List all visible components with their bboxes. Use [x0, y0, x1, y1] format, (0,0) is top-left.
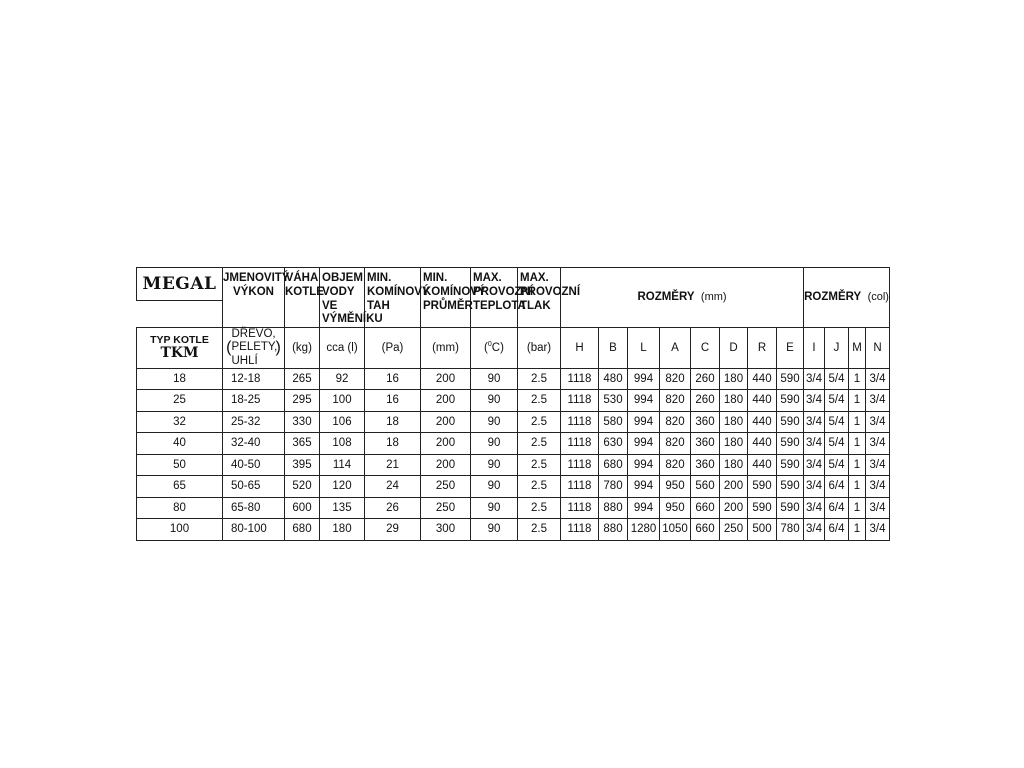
table-row: [137, 476, 890, 498]
col-draft-title: MIN. KOMÍNOVÝ TAH: [365, 268, 421, 328]
cell-draft: 29: [365, 519, 421, 541]
table-row: [137, 411, 890, 433]
col-weight-unit: (kg): [285, 328, 320, 369]
cell-l: 994: [628, 390, 660, 412]
cell-typ: 80: [137, 497, 223, 519]
cell-d: 250: [720, 519, 748, 541]
cell-h: 1118: [561, 368, 599, 390]
cell-d: 180: [720, 433, 748, 455]
cell-power: 65-80: [223, 497, 285, 519]
cell-volume: 180: [320, 519, 365, 541]
cell-temp: 90: [471, 411, 518, 433]
cell-typ: 100: [137, 519, 223, 541]
table-row: [137, 390, 890, 412]
col-temp-title: MAX. PROVOZNÍ TEPLOTA: [471, 268, 518, 328]
cell-pressure: 2.5: [518, 476, 561, 498]
col-weight-title: VÁHA KOTLE: [285, 268, 320, 328]
cell-weight: 295: [285, 390, 320, 412]
cell-temp: 90: [471, 454, 518, 476]
cell-pressure: 2.5: [518, 390, 561, 412]
cell-j: 5/4: [825, 411, 849, 433]
cell-b: 580: [599, 411, 628, 433]
cell-typ: 25: [137, 390, 223, 412]
cell-d: 180: [720, 454, 748, 476]
cell-h: 1118: [561, 476, 599, 498]
cell-j: 5/4: [825, 368, 849, 390]
cell-typ: 40: [137, 433, 223, 455]
cell-h: 1118: [561, 454, 599, 476]
cell-a: 820: [660, 411, 691, 433]
cell-chimney: 200: [421, 433, 471, 455]
cell-j: 6/4: [825, 476, 849, 498]
conn-letter-n: N: [866, 328, 890, 369]
cell-power: 32-40: [223, 433, 285, 455]
cell-c: 560: [691, 476, 720, 498]
table-row: [137, 497, 890, 519]
cell-d: 200: [720, 476, 748, 498]
cell-m: 1: [849, 390, 866, 412]
cell-volume: 100: [320, 390, 365, 412]
cell-c: 260: [691, 390, 720, 412]
cell-c: 260: [691, 368, 720, 390]
col-power-unit-cell: (DŘEVO, PELETY, UHLÍ): [223, 328, 285, 369]
dim-letter-c: C: [691, 328, 720, 369]
cell-pressure: 2.5: [518, 411, 561, 433]
col-volume-unit: cca (l): [320, 328, 365, 369]
cell-l: 994: [628, 411, 660, 433]
cell-i: 3/4: [804, 476, 825, 498]
cell-temp: 90: [471, 476, 518, 498]
table-row: [137, 433, 890, 455]
dims-title: ROZMĚRY: [637, 291, 695, 304]
dims-title-cell: [561, 268, 804, 328]
cell-power: 25-32: [223, 411, 285, 433]
cell-a: 950: [660, 497, 691, 519]
cell-typ: 18: [137, 368, 223, 390]
col-pressure-title: MAX. PROVOZNÍ TLAK: [518, 268, 561, 328]
cell-chimney: 250: [421, 497, 471, 519]
cell-i: 3/4: [804, 454, 825, 476]
cell-c: 360: [691, 411, 720, 433]
dim-letter-l: L: [628, 328, 660, 369]
cell-weight: 680: [285, 519, 320, 541]
cell-r: 440: [748, 390, 777, 412]
table-row: [137, 519, 890, 541]
cell-r: 440: [748, 454, 777, 476]
cell-c: 360: [691, 433, 720, 455]
cell-m: 1: [849, 519, 866, 541]
cell-e: 590: [777, 454, 804, 476]
cell-draft: 26: [365, 497, 421, 519]
cell-typ: 65: [137, 476, 223, 498]
cell-power: 80-100: [223, 519, 285, 541]
col-draft-unit: (Pa): [365, 328, 421, 369]
cell-weight: 365: [285, 433, 320, 455]
table-row: [137, 368, 890, 390]
cell-b: 780: [599, 476, 628, 498]
cell-pressure: 2.5: [518, 519, 561, 541]
cell-volume: 108: [320, 433, 365, 455]
col-power-title: JMENOVITÝ VÝKON: [223, 268, 285, 328]
cell-volume: 120: [320, 476, 365, 498]
cell-n: 3/4: [866, 411, 890, 433]
cell-temp: 90: [471, 519, 518, 541]
cell-r: 440: [748, 368, 777, 390]
cell-pressure: 2.5: [518, 368, 561, 390]
cell-e: 590: [777, 433, 804, 455]
cell-draft: 21: [365, 454, 421, 476]
cell-weight: 330: [285, 411, 320, 433]
typ-cell: [137, 328, 223, 369]
cell-r: 500: [748, 519, 777, 541]
cell-m: 1: [849, 497, 866, 519]
cell-m: 1: [849, 476, 866, 498]
cell-n: 3/4: [866, 390, 890, 412]
cell-c: 660: [691, 519, 720, 541]
brand-logo: MEGAL: [142, 273, 217, 294]
col-volume-title: OBJEM VODY VE VÝMĚNÍKU: [320, 268, 365, 328]
col-chimney-title: MIN. KOMÍNOVÝ PRŮMĚR: [421, 268, 471, 328]
conn-letter-m: M: [849, 328, 866, 369]
cell-a: 820: [660, 390, 691, 412]
cell-d: 180: [720, 368, 748, 390]
cell-m: 1: [849, 368, 866, 390]
dim-letter-a: A: [660, 328, 691, 369]
cell-d: 180: [720, 390, 748, 412]
cell-chimney: 250: [421, 476, 471, 498]
cell-i: 3/4: [804, 497, 825, 519]
cell-l: 994: [628, 497, 660, 519]
cell-n: 3/4: [866, 368, 890, 390]
cell-r: 440: [748, 411, 777, 433]
cell-a: 820: [660, 454, 691, 476]
cell-weight: 265: [285, 368, 320, 390]
cell-m: 1: [849, 411, 866, 433]
cell-n: 3/4: [866, 433, 890, 455]
brand-cell: [137, 268, 223, 301]
cell-temp: 90: [471, 497, 518, 519]
cell-e: 780: [777, 519, 804, 541]
cell-i: 3/4: [804, 519, 825, 541]
conn-title-cell: [804, 268, 890, 328]
cell-h: 1118: [561, 497, 599, 519]
cell-temp: 90: [471, 390, 518, 412]
cell-r: 440: [748, 433, 777, 455]
dim-letter-r: R: [748, 328, 777, 369]
cell-j: 5/4: [825, 454, 849, 476]
cell-e: 590: [777, 411, 804, 433]
tkm-label: TKM: [160, 345, 199, 362]
cell-j: 5/4: [825, 390, 849, 412]
cell-c: 660: [691, 497, 720, 519]
cell-power: 12-18: [223, 368, 285, 390]
cell-j: 5/4: [825, 433, 849, 455]
cell-volume: 114: [320, 454, 365, 476]
cell-a: 1050: [660, 519, 691, 541]
cell-j: 6/4: [825, 519, 849, 541]
cell-m: 1: [849, 433, 866, 455]
col-power-unit: DŘEVO, PELETY, UHLÍ: [231, 328, 278, 367]
cell-chimney: 200: [421, 454, 471, 476]
cell-n: 3/4: [866, 497, 890, 519]
cell-h: 1118: [561, 411, 599, 433]
cell-d: 180: [720, 411, 748, 433]
cell-draft: 16: [365, 368, 421, 390]
cell-l: 1280: [628, 519, 660, 541]
cell-m: 1: [849, 454, 866, 476]
dim-letter-b: B: [599, 328, 628, 369]
col-chimney-unit: (mm): [421, 328, 471, 369]
cell-a: 820: [660, 368, 691, 390]
cell-volume: 92: [320, 368, 365, 390]
cell-n: 3/4: [866, 476, 890, 498]
col-pressure-unit: (bar): [518, 328, 561, 369]
cell-e: 590: [777, 476, 804, 498]
cell-l: 994: [628, 454, 660, 476]
cell-typ: 32: [137, 411, 223, 433]
cell-temp: 90: [471, 433, 518, 455]
boiler-spec-table: [136, 267, 890, 541]
cell-c: 360: [691, 454, 720, 476]
cell-e: 590: [777, 497, 804, 519]
cell-b: 880: [599, 497, 628, 519]
cell-j: 6/4: [825, 497, 849, 519]
cell-i: 3/4: [804, 390, 825, 412]
dim-letter-d: D: [720, 328, 748, 369]
cell-l: 994: [628, 433, 660, 455]
cell-chimney: 200: [421, 368, 471, 390]
cell-h: 1118: [561, 433, 599, 455]
cell-e: 590: [777, 390, 804, 412]
dim-letter-e: E: [777, 328, 804, 369]
cell-temp: 90: [471, 368, 518, 390]
conn-unit: (col): [867, 291, 889, 304]
cell-b: 880: [599, 519, 628, 541]
cell-b: 530: [599, 390, 628, 412]
cell-weight: 520: [285, 476, 320, 498]
cell-b: 680: [599, 454, 628, 476]
cell-a: 820: [660, 433, 691, 455]
conn-letter-j: J: [825, 328, 849, 369]
cell-b: 630: [599, 433, 628, 455]
cell-a: 950: [660, 476, 691, 498]
col-temp-unit: ($^0$C): [471, 328, 518, 369]
cell-n: 3/4: [866, 454, 890, 476]
cell-r: 590: [748, 497, 777, 519]
cell-draft: 24: [365, 476, 421, 498]
cell-volume: 106: [320, 411, 365, 433]
cell-chimney: 200: [421, 411, 471, 433]
cell-power: 18-25: [223, 390, 285, 412]
table-row: [137, 454, 890, 476]
typ-kotle-label: TYP KOTLE: [150, 334, 209, 347]
cell-weight: 600: [285, 497, 320, 519]
dim-letter-h: H: [561, 328, 599, 369]
cell-b: 480: [599, 368, 628, 390]
cell-power: 50-65: [223, 476, 285, 498]
dims-unit: (mm): [700, 291, 727, 304]
cell-pressure: 2.5: [518, 454, 561, 476]
cell-h: 1118: [561, 390, 599, 412]
cell-e: 590: [777, 368, 804, 390]
cell-i: 3/4: [804, 433, 825, 455]
cell-chimney: 200: [421, 390, 471, 412]
cell-r: 590: [748, 476, 777, 498]
cell-weight: 395: [285, 454, 320, 476]
conn-letter-i: I: [804, 328, 825, 369]
cell-i: 3/4: [804, 368, 825, 390]
cell-volume: 135: [320, 497, 365, 519]
cell-draft: 18: [365, 411, 421, 433]
cell-power: 40-50: [223, 454, 285, 476]
cell-chimney: 300: [421, 519, 471, 541]
cell-draft: 18: [365, 433, 421, 455]
cell-i: 3/4: [804, 411, 825, 433]
cell-d: 200: [720, 497, 748, 519]
cell-l: 994: [628, 368, 660, 390]
cell-pressure: 2.5: [518, 433, 561, 455]
cell-pressure: 2.5: [518, 497, 561, 519]
cell-l: 994: [628, 476, 660, 498]
conn-title: ROZMĚRY: [804, 291, 862, 304]
cell-h: 1118: [561, 519, 599, 541]
cell-draft: 16: [365, 390, 421, 412]
cell-typ: 50: [137, 454, 223, 476]
cell-n: 3/4: [866, 519, 890, 541]
